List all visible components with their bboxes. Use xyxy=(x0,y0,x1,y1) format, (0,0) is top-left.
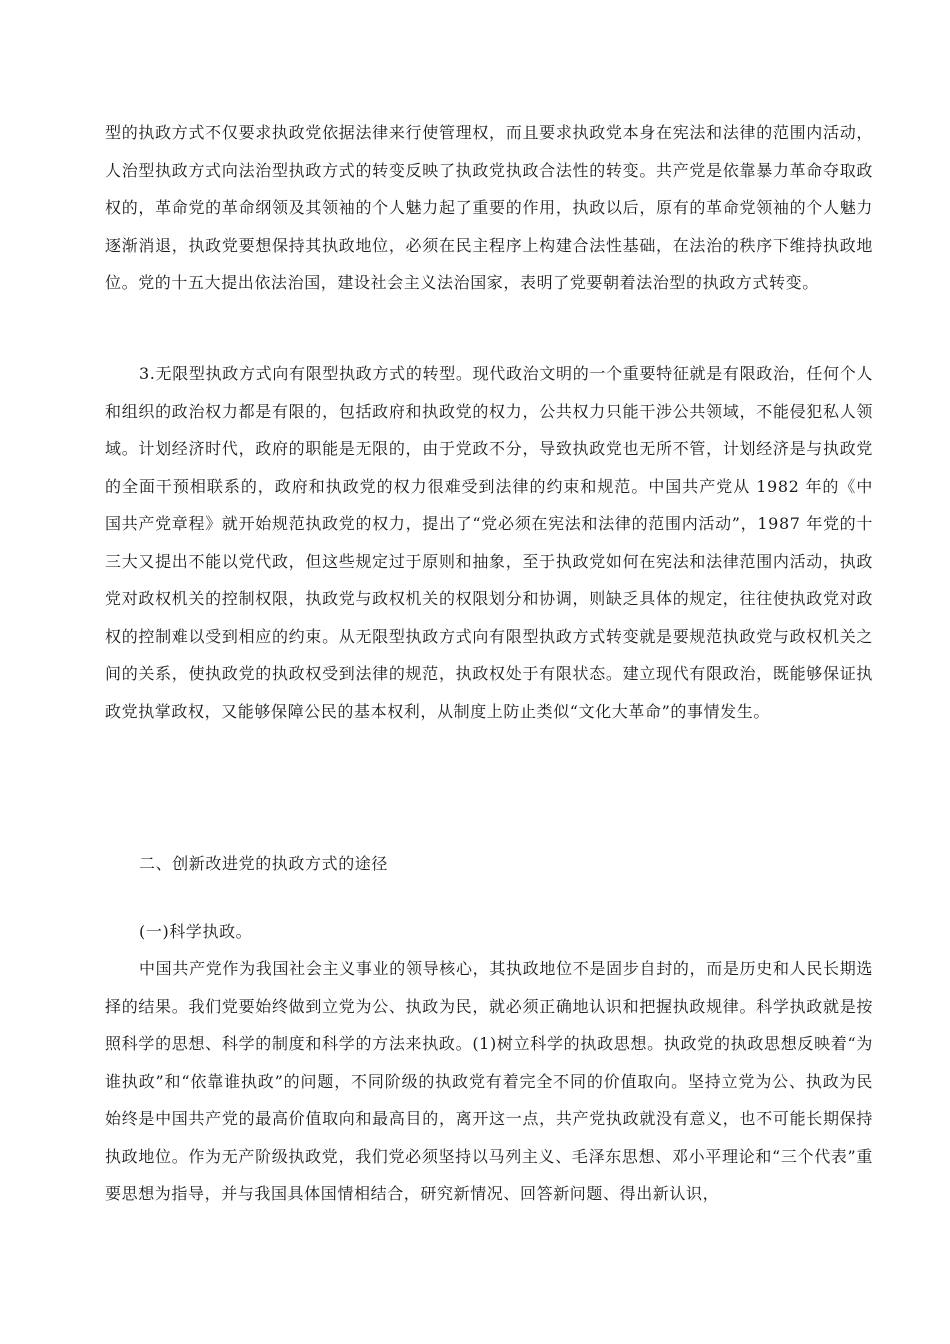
paragraph-limited-governance: 3.无限型执政方式向有限型执政方式的转型。现代政治文明的一个重要特征就是有限政治，任何个人和组织的政治权力都是有限的，包括政府和执政党的权力，公共权力只能干涉公共领域，不能侵犯私人领域。计划经济时代，政府的职能是无限的，由于党政不分，导致执政党也无所不管，计划经济是与执政党的全面干预相联系的，政府和执政党的权力很难受到法律的约束和规范。中国共产党从 1982 年的《中国共产党章程》就开始规范执政党的权力，提出了“党必须在宪法和法律的范围内活动”，1987 年党的十三大又提出不能以党代政，但这些规定过于原则和抽象，至于执政党如何在宪法和法律范围内活动，执政党对政权机关的控制权限，执政党与政权机关的权限划分和协调，则缺乏具体的规定，往往使执政党对政权的控制难以受到相应的约束。从无限型执政方式向有限型执政方式转变就是要规范执政党与政权机关之间的关系，使执政党的执政权受到法律的规范，执政权处于有限状态。建立现代有限政治，既能够保证执政党执掌政权，又能够保障公民的基本权利，从制度上防止类似“文化大革命”的事情发生。 xyxy=(105,364,873,721)
paragraph-scientific-governance: 中国共产党作为我国社会主义事业的领导核心，其执政地位不是固步自封的，而是历史和人民长期选择的结果。我们党要始终做到立党为公、执政为民，就必须正确地认识和把握执政规律。科学执政就是按照科学的思想、科学的制度和科学的方法来执政。(1)树立科学的执政思想。执政党的执政思想反映着“为谁执政”和“依靠谁执政”的问题，不同阶级的执政党有着完全不同的价值取向。坚持立党为公、执政为民始终是中国共产党的最高价值取向和最高目的，离开这一点，共产党执政就没有意义，也不可能长期保持执政地位。作为无产阶级执政党，我们党必须坚持以马列主义、毛泽东思想、邓小平理论和“三个代表”重要思想为指导，并与我国具体国情相结合，研究新情况、回答新问题、得出新认识， xyxy=(105,959,873,1203)
subsection-heading: (一)科学执政。 xyxy=(139,922,253,941)
section-heading: 二、创新改进党的执政方式的途径 xyxy=(139,854,389,873)
paragraph-rule-of-law-transition: 型的执政方式不仅要求执政党依据法律来行使管理权，而且要求执政党本身在宪法和法律的范围内活动，人治型执政方式向法治型执政方式的转变反映了执政党执政合法性的转变。共产党是依靠暴力革命夺取政权的，革命党的革命纲领及其领袖的个人魅力起了重要的作用，执政以后，原有的革命党领袖的个人魅力逐渐消退，执政党要想保持其执政地位，必须在民主程序上构建合法性基础，在法治的秩序下维持执政地位。党的十五大提出依法治国，建设社会主义法治国家，表明了党要朝着法治型的执政方式转变。 xyxy=(105,123,873,292)
